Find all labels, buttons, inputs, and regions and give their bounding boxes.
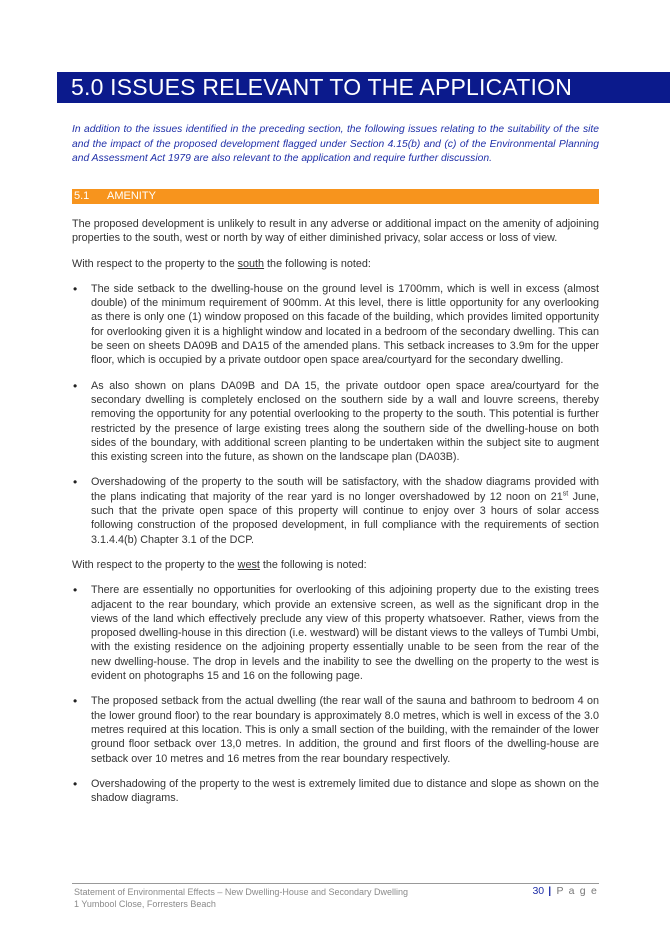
south-bullet-list (72, 282, 599, 547)
list-item: • As also shown on plans DA09B and DA 15, the private outdoor open space area/courtyard for the secondary dwelling is completely enclosed on the southern side by a wall and louvre screens, thereby removing the opportunity for any potential overlooking to the property to the south. This potential is further restricted by the presence of large existing trees along the southern side of the dwelling-house on both sides of the boundary, with additional screen planting to be undertaken within the subject site to augment this existing screen into the future, as shown on the landscape plan (DA03B). (72, 379, 599, 465)
section-heading-banner (57, 72, 670, 103)
subsection-heading (72, 189, 599, 204)
west-underlined: west (237, 558, 260, 571)
amenity-paragraph: The proposed development is unlikely to result in any adverse or additional impact on the amenity of adjoining properties to the south, west or north by way of either diminished privacy, solar access or loss of view. (72, 218, 599, 245)
list-item: • The proposed setback from the actual dwelling (the rear wall of the sauna and bathroom to bedroom 4 on the lower ground floor) to the rear boundary is approximately 8.0 metres, which is well in excess of the 3.0 metres required at this location. This is only a small section of the building, with the remainder of the lower ground floor setback over 13,0 metres. In addition, the ground and first floors of the dwelling-house are setback over 10 metres and 16 metres from the rear boundary respectively. (72, 694, 599, 765)
list-item: • There are essentially no opportunities for overlooking of this adjoining property due to the existing trees adjacent to the rear boundary, which provide an extensive screen, as well as the significant drop in the views of the land which effectively preclude any view of this property whatsoever. Rather, views from the proposed dwelling-house in this direction (i.e. westward) will be distant views to the valleys of Tumbi Umbi, with the existing residence on the adjoining property essentially unable to be seen from the rear of the new dwelling-house. The drop in levels and the inability to see the dwelling on the property to the west is evident on photographs 15 and 16 on the following page. (72, 583, 599, 683)
body-content (72, 217, 599, 816)
page-separator: | (548, 885, 553, 897)
list-item: • Overshadowing of the property to the west is extremely limited due to distance and slope as shown on the shadow diagrams. (72, 777, 599, 806)
page-number-block (532, 885, 598, 897)
footer-document-title: Statement of Environmental Effects – New Dwelling-House and Secondary Dwelling (74, 887, 409, 897)
page-label: P a g e (556, 885, 598, 897)
page-number: 30 (532, 885, 545, 897)
intro-paragraph: In addition to the issues identified in the preceding section, the following issues relating to the suitability of the site and the impact of the proposed development flagged under Section 4.15(b) and (c) of the Environmental Planning and Assessment Act 1979 are also relevant to the application and require further discussion. (72, 124, 599, 164)
west-bullet-list (72, 583, 599, 805)
list-item: • The side setback to the dwelling-house on the ground level is 1700mm, which is well in excess (almost double) of the minimum requirement of 900mm. At this level, there is little opportunity for any overlooking as there is only one (1) window proposed on this facade of the building, which provides limited opportunity for overlooking given it is a highlight window and located in a bedroom of the secondary dwelling. This can be seen on sheets DA09B and DA15 of the amended plans. This setback increases to 3.9m for the upper floor, which is occupied by a private outdoor open space area/courtyard for the secondary dwelling. (72, 282, 599, 368)
west-intro: With respect to the property to the west the following is noted: (72, 558, 367, 571)
south-underlined: south (237, 257, 265, 270)
subsection-title: AMENITY (107, 190, 156, 202)
list-item: • Overshadowing of the property to the south will be satisfactory, with the shadow diagrams provided with the plans indicating that majority of the rear yard is no longer overshadowed by 12 noon on 21st June, such that the private open space of this property will continue to enjoy over 3 hours of solar access following construction of the proposed development, in full compliance with the requirements of section 3.1.4.4(b) Chapter 3.1 of the DCP. (72, 475, 599, 546)
page-title: 5.0 ISSUES RELEVANT TO THE APPLICATION (71, 74, 572, 100)
footer-divider (72, 883, 599, 884)
south-intro: With respect to the property to the south the following is noted: (72, 257, 371, 270)
subsection-number: 5.1 (74, 190, 90, 202)
footer-address: 1 Yumbool Close, Forresters Beach (74, 899, 216, 909)
footer-document-info (74, 886, 408, 910)
